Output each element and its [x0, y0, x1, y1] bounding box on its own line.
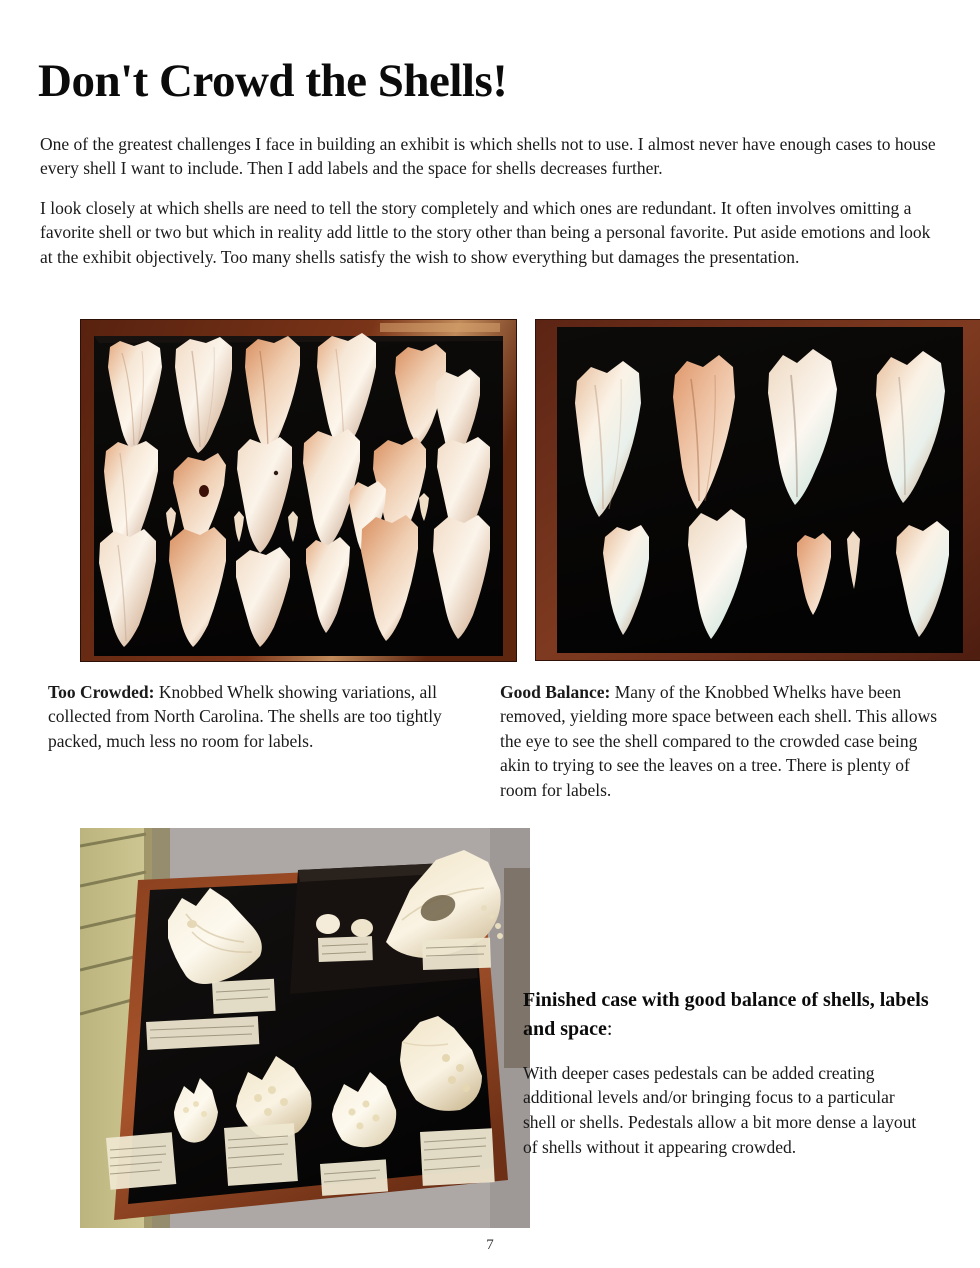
crowded-case-illustration	[80, 319, 517, 662]
page-number: 7	[486, 1237, 494, 1253]
caption-balanced-lead: Good Balance:	[500, 681, 611, 702]
caption-crowded-text: Knobbed Whelk showing variations, all collected from North Carolina. The shells are too tightly packed, much less no room for labels.	[48, 681, 442, 751]
caption-crowded	[48, 680, 460, 754]
finished-case-heading-colon: :	[606, 1018, 613, 1040]
caption-crowded-lead: Too Crowded:	[48, 681, 155, 702]
page-title: Don't Crowd the Shells!	[38, 55, 508, 108]
caption-balanced-text: Many of the Knobbed Whelks have been removed, yielding more space between each shell. This allows the eye to see the shell compared to the crowded case being akin to trying to see the leaves on a tree. There is plenty of room for labels.	[500, 681, 938, 800]
finished-case-heading-text: Finished case with good balance of shells, labels and space	[523, 989, 929, 1040]
finished-case-illustration	[80, 828, 530, 1228]
intro-paragraph-2: I look closely at which shells are need to tell the story completely and which ones are redundant. It often involves omitting a favorite shell or two but which in reality add little to the story other than being a personal favorite. Put aside emotions and look at the exhibit objectively. Too many shells satisfy the wish to show everything but damages the presentation.	[40, 197, 931, 268]
photo-balanced-case	[535, 319, 980, 661]
balanced-case-illustration	[535, 319, 980, 661]
caption-balanced	[500, 680, 945, 803]
finished-case-body: With deeper cases pedestals can be added creating additional levels and/or bringing focus to a particular shell or shells. Pedestals allow a bit more dense a layout of shells without it appearing crowded.	[523, 1062, 917, 1158]
finished-case-heading	[523, 986, 933, 1044]
photo-finished-case	[80, 828, 530, 1228]
photo-crowded-case	[80, 319, 517, 662]
intro-paragraph-1: One of the greatest challenges I face in building an exhibit is which shells not to use. I almost never have enough cases to house every shell I want to include. Then I add labels and the space for shells decreases further.	[40, 133, 936, 179]
